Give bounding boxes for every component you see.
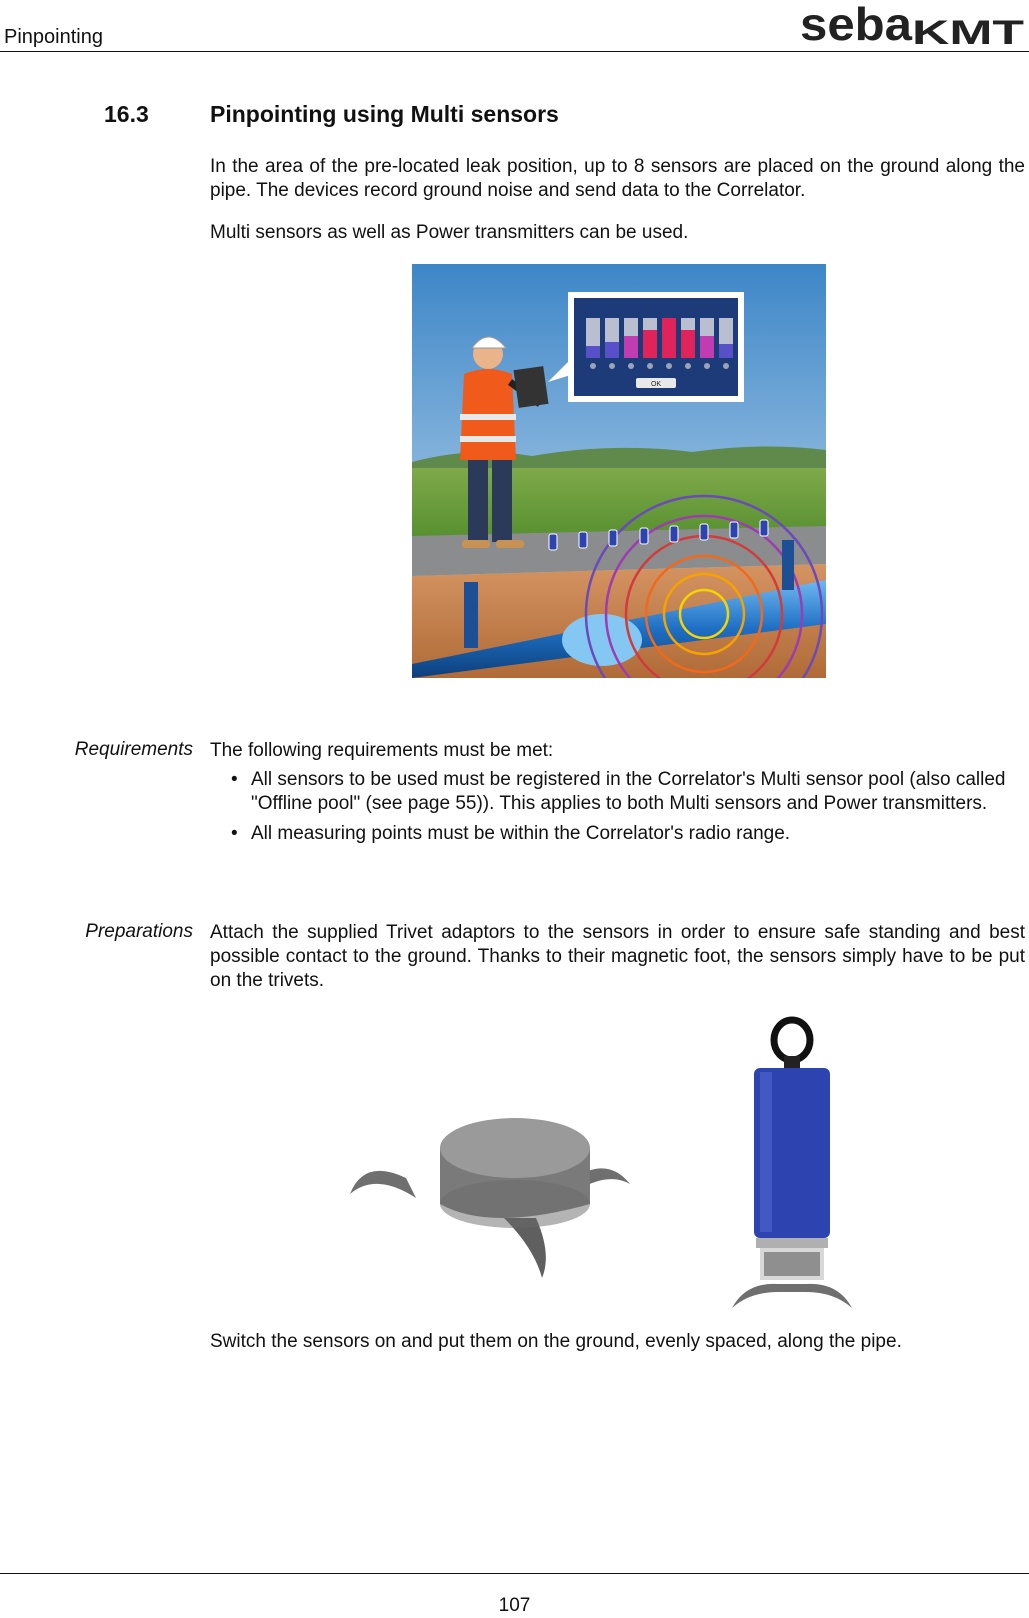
requirements-lead: The following requirements must be met: [210,740,554,761]
multi-sensor-photo [726,1016,856,1312]
header-rule [0,51,1029,52]
section-title: Pinpointing using Multi sensors [210,101,559,127]
preparations-paragraph: Attach the supplied Trivet adaptors to the sensors in order to ensure safe standing and best possible contact to the ground. Thanks to their magnetic foot, the sensors simply have to be put on the trivets. [210,922,1025,991]
trivet-adaptor-photo [346,1108,636,1284]
switch-on-instruction: Switch the sensors on and put them on the ground, evenly spaced, along the pipe. [210,1331,902,1352]
requirements-label: Requirements [74,739,193,760]
preparations-label: Preparations [85,921,193,942]
correlator-screen-popup [568,292,744,402]
intro-paragraph: In the area of the pre-located leak position, up to 8 sensors are placed on the ground along the pipe. The devices record ground noise and send data to the Correlator. [210,156,1025,201]
svg-text:KMT: KMT [912,14,1025,50]
sebakmt-logo [800,2,1026,50]
section-number: 16.3 [104,101,149,127]
footer-rule [0,1573,1029,1574]
requirement-item: • All measuring points must be within the Correlator's radio range. [210,822,1025,846]
requirement-item: • All sensors to be used must be registered in the Correlator's Multi sensor pool (also called "Offline pool" (see page 55)). This applies to both Multi sensors and Power transmitters. [210,768,1025,816]
pinpointing-illustration [412,264,826,678]
intro-paragraph-2: Multi sensors as well as Power transmitters can be used. [210,222,689,243]
svg-text:seba: seba [800,2,913,50]
running-header: Pinpointing [4,26,103,48]
requirements-list [210,768,1025,852]
popup-ok-label: OK [650,381,662,388]
page-number: 107 [498,1595,531,1616]
